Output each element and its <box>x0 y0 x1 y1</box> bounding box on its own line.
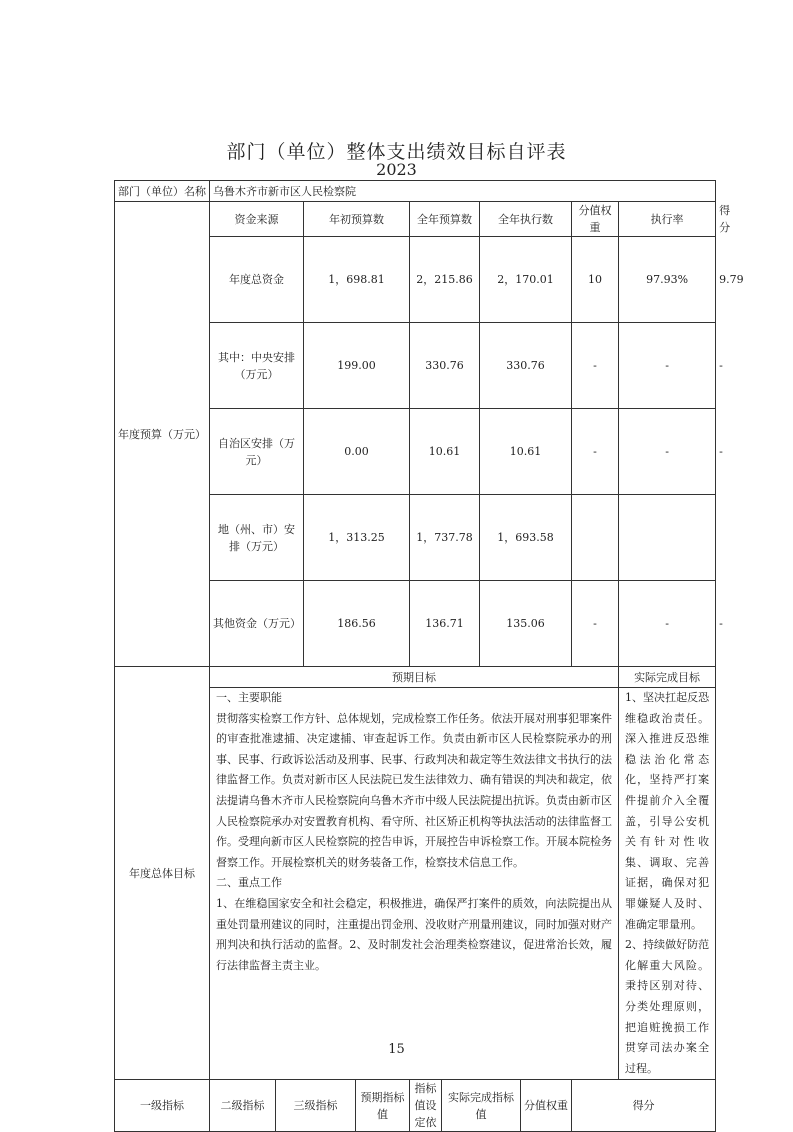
budget-cell: 年度总资金 <box>210 237 304 323</box>
budget-header-cell: 全年执行数 <box>480 202 572 237</box>
indicator-header-cell: 预期指标值 <box>356 1080 410 1132</box>
budget-header-cell: 全年预算数 <box>410 202 480 237</box>
budget-cell: 10 <box>572 237 619 323</box>
budget-cell: - <box>619 409 716 495</box>
actual-goals-header: 实际完成目标 <box>619 667 716 688</box>
budget-cell: 其他资金（万元） <box>210 581 304 667</box>
page-year: 2023 <box>376 160 417 179</box>
indicator-header-cell: 指标值设定依 <box>410 1080 442 1132</box>
unit-name-cell: 乌鲁木齐市新市区人民检察院 <box>210 181 716 202</box>
budget-cell: 0.00 <box>304 409 410 495</box>
budget-cell: 186.56 <box>304 581 410 667</box>
actual-goals-text: 1、坚决扛起反恐维稳政治责任。深入推进反恐维稳法治化常态化，坚持严打案件提前介入全覆盖，引导公安机关有针对性收集、调取、完善证据，确保对犯罪嫌疑人及时、准确定罪量刑。 2、持续做好防范化解重大风险。秉持区别对待、分类处理原则，把追赃挽损工作贯穿司法办案全过程。 <box>619 688 716 1080</box>
budget-cell: 330.76 <box>410 323 480 409</box>
budget-cell: 1，737.78 <box>410 495 480 581</box>
expected-goals-header: 预期目标 <box>210 667 619 688</box>
unit-label-cell: 部门（单位）名称 <box>115 181 210 202</box>
budget-cell: 其中：中央安排（万元） <box>210 323 304 409</box>
budget-cell: 199.00 <box>304 323 410 409</box>
budget-cell: - <box>572 581 619 667</box>
budget-cell: 地（州、市）安排（万元） <box>210 495 304 581</box>
budget-cell: 1，693.58 <box>480 495 572 581</box>
budget-cell: 10.61 <box>480 409 572 495</box>
budget-cell: 1，313.25 <box>304 495 410 581</box>
budget-section-label: 年度预算（万元） <box>115 202 210 667</box>
budget-cell: 136.71 <box>410 581 480 667</box>
budget-header-cell: 年初预算数 <box>304 202 410 237</box>
budget-cell: 2，170.01 <box>480 237 572 323</box>
budget-cell: - <box>572 409 619 495</box>
budget-cell: 自治区安排（万元） <box>210 409 304 495</box>
budget-row: 其他资金（万元） 186.56 136.71 135.06 - - - <box>115 581 716 667</box>
budget-cell: - <box>572 323 619 409</box>
budget-header-cell: 资金来源 <box>210 202 304 237</box>
budget-cell: 135.06 <box>480 581 572 667</box>
budget-cell: 97.93% <box>619 237 716 323</box>
budget-cell: 330.76 <box>480 323 572 409</box>
budget-cell: 1，698.81 <box>304 237 410 323</box>
indicator-header-row <box>115 1080 716 1132</box>
budget-cell: - <box>619 581 716 667</box>
performance-table: 部门（单位）名称 乌鲁木齐市新市区人民检察院 年度预算（万元） 资金来源 年初预算数 全年预算数 全年执行数 分值权重 执行率 得分 年度总资金 1，698.81 2，215.86 2，170.01 10 97.93% 9.79 其中：中央安排（万元） 199.00 330.76 330.76 - - - 自治区安排（万元） 0.00 10.61 10.61 - - - 地（州、市）安排（万元） 1，313.25 1，737.78 1，693.58 其他资金（万元） 186.56 136.71 135.06 - - - 年度总体目标 预期目标 实际完成目标 一、主要职能 贯彻落实检察工作方针、总体规划，完成检察工作任务。依法开展对刑事犯罪案件的审查批准逮捕、决定逮捕、审查起诉工作。负责由新市区人民检察院承办的刑事、民事、行政诉讼活动及刑事、民事、行政判决和裁定等生效法律文书执行的法律监督工作。负责对新市区人民法院已发生法律效力、确有错误的判决和裁定，依法提请乌鲁木齐市人民检察院向乌鲁木齐市中级人民法院提出抗诉。负责由新市区人民检察院承办对安置教育机构、看守所、社区矫正机构等执法活动的法律监督工作。受理向新市区人民检察院的控告申诉，开展控告申诉检察工作。开展本院检务督察工作。开展检察机关的财务装备工作，检察技术信息工作。 二、重点工作 1、在维稳国家安全和社会稳定，积极推进，确保严打案件的质效，向法院提出从重处罚量刑建议的同时，注重提出罚金刑、没收财产刑量刑建议，同时加强对财产刑判决和执行活动的监督。2、及时制发社会治理类检察建议，促进常治长效，履行法律监督主责主业。 1、坚决扛起反恐维稳政治责任。深入推进反恐维稳法治化常态化，坚持严打案件提前介入全覆盖，引导公安机关有针对性收集、调取、完善证据，确保对犯罪嫌疑人及时、准确定罪量刑。 2、持续做好防范化解重大风险。秉持区别对待、分类处理原则，把追赃挽损工作贯穿司法办案全过程。 一级指标 二级指标 三级指标 预期指标值 指标值设定依 实际完成指标值 分值权重 得分 <box>114 180 715 1000</box>
budget-row: 自治区安排（万元） 0.00 10.61 10.61 - - - <box>115 409 716 495</box>
page-number: 15 <box>388 1042 405 1057</box>
budget-cell: - <box>619 323 716 409</box>
budget-row: 其中：中央安排（万元） 199.00 330.76 330.76 - - - <box>115 323 716 409</box>
indicator-header-cell: 分值权重 <box>521 1080 572 1132</box>
page-title: 部门（单位）整体支出绩效目标自评表 <box>226 141 567 163</box>
budget-header-cell: 执行率 <box>619 202 716 237</box>
indicator-header-cell: 二级指标 <box>210 1080 276 1132</box>
goals-section-label: 年度总体目标 <box>115 667 210 1080</box>
budget-row: 年度总资金 1，698.81 2，215.86 2，170.01 10 97.93% 9.79 <box>115 237 716 323</box>
indicator-header-cell: 实际完成指标值 <box>442 1080 521 1132</box>
indicator-header-cell: 三级指标 <box>276 1080 356 1132</box>
indicator-header-cell: 一级指标 <box>115 1080 210 1132</box>
budget-cell: 2，215.86 <box>410 237 480 323</box>
budget-cell <box>619 495 716 581</box>
budget-cell: 10.61 <box>410 409 480 495</box>
indicator-header-cell: 得分 <box>572 1080 716 1132</box>
expected-goals-text: 一、主要职能 贯彻落实检察工作方针、总体规划，完成检察工作任务。依法开展对刑事犯罪案件的审查批准逮捕、决定逮捕、审查起诉工作。负责由新市区人民检察院承办的刑事、民事、行政诉讼活动及刑事、民事、行政判决和裁定等生效法律文书执行的法律监督工作。负责对新市区人民法院已发生法律效力、确有错误的判决和裁定，依法提请乌鲁木齐市人民检察院向乌鲁木齐市中级人民法院提出抗诉。负责由新市区人民检察院承办对安置教育机构、看守所、社区矫正机构等执法活动的法律监督工作。受理向新市区人民检察院的控告申诉，开展控告申诉检察工作。开展本院检务督察工作。开展检察机关的财务装备工作，检察技术信息工作。 二、重点工作 1、在维稳国家安全和社会稳定，积极推进，确保严打案件的质效，向法院提出从重处罚量刑建议的同时，注重提出罚金刑、没收财产刑量刑建议，同时加强对财产刑判决和执行活动的监督。2、及时制发社会治理类检察建议，促进常治长效，履行法律监督主责主业。 <box>210 688 619 1080</box>
budget-header-cell: 分值权重 <box>572 202 619 237</box>
budget-cell <box>572 495 619 581</box>
